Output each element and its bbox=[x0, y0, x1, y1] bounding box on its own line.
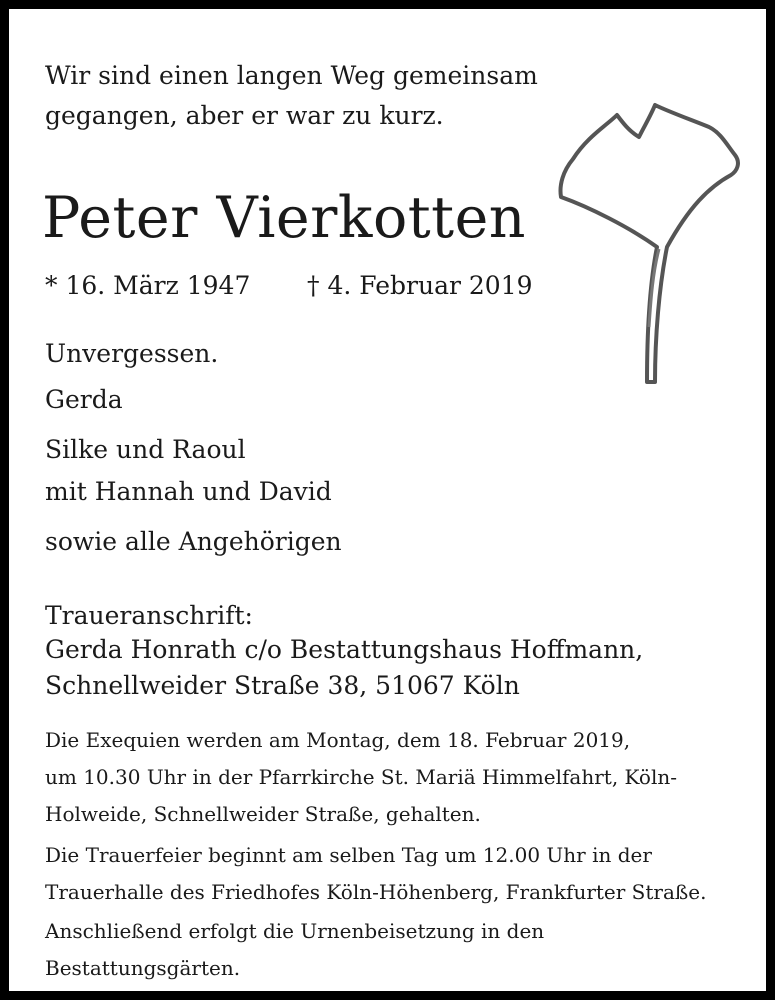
exequien-line-2: um 10.30 Uhr in der Pfarrkirche St. Mariä Himmelfahrt, Köln- bbox=[45, 765, 678, 789]
deceased-name: Peter Vierkotten bbox=[42, 185, 527, 251]
motto-line-2: gegangen, aber er war zu kurz. bbox=[45, 101, 444, 130]
ceremony-line-1: Die Trauerfeier beginnt am selben Tag um 12.00 Uhr in der bbox=[45, 843, 652, 867]
address-heading: Traueranschrift: bbox=[45, 601, 253, 630]
death-date: † 4. Februar 2019 bbox=[307, 271, 533, 300]
address-line-1: Gerda Honrath c/o Bestattungshaus Hoffmann, bbox=[45, 635, 644, 664]
address-line-2: Schnellweider Straße 38, 51067 Köln bbox=[45, 671, 520, 700]
burial-line-2: Bestattungsgärten. bbox=[45, 956, 241, 980]
exequien-line-3: Holweide, Schnellweider Straße, gehalten. bbox=[45, 802, 481, 826]
mourner-children-line-2: mit Hannah und David bbox=[45, 477, 332, 506]
mourner-children-line-1: Silke und Raoul bbox=[45, 435, 246, 464]
burial-line-1: Anschließend erfolgt die Urnenbeisetzung in den bbox=[45, 919, 545, 943]
mourner-relatives: sowie alle Angehörigen bbox=[45, 527, 342, 556]
mourner-spouse: Gerda bbox=[45, 385, 123, 414]
ceremony-line-2: Trauerhalle des Friedhofes Köln-Höhenberg, Frankfurter Straße. bbox=[45, 880, 707, 904]
exequien-line-1: Die Exequien werden am Montag, dem 18. Februar 2019, bbox=[45, 728, 631, 752]
ginkgo-leaf-icon bbox=[549, 97, 749, 387]
motto-line-1: Wir sind einen langen Weg gemeinsam bbox=[45, 61, 538, 90]
unforgotten-text: Unvergessen. bbox=[45, 339, 219, 368]
birth-date: * 16. März 1947 bbox=[45, 271, 251, 300]
